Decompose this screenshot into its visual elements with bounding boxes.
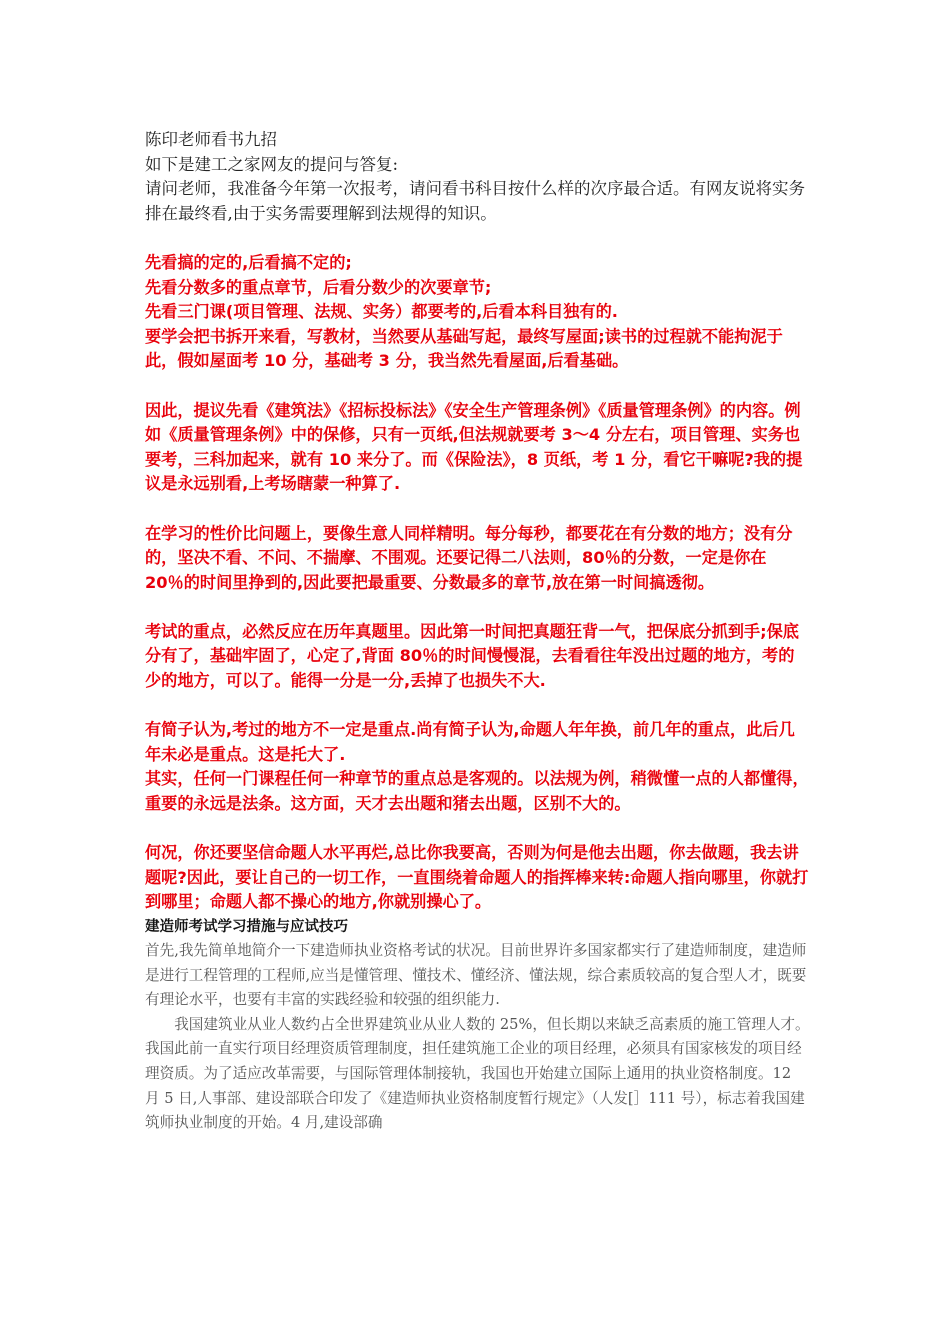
- answer-group-6: [145, 841, 810, 915]
- answer-line: 先看三门课(项目管理、法规、实务）都要考的,后看本科目独有的.: [145, 302, 618, 322]
- answer-paragraph: 何况，你还要坚信命题人水平再烂,总比你我要高，否则为何是他去出题，你去做题，我去讲题呢?因此，要让自己的一切工作，一直围绕着命题人的指挥棒来转:命题人指向哪里，你就打到哪里；命题人都不操心的地方,你就别操心了。: [145, 843, 809, 912]
- paragraph-gap: [145, 817, 810, 842]
- article-paragraph: 首先,我先简单地简介一下建造师执业资格考试的状况。目前世界许多国家都实行了建造师制度，建造师是进行工程管理的工程师,应当是懂管理、懂技术、懂经济、懂法规，综合素质较高的复合型人才，既要有理论水平，也要有丰富的实践经验和较强的组织能力.: [145, 942, 807, 1009]
- paragraph-gap: [145, 694, 810, 719]
- answer-group-2: [145, 399, 810, 497]
- intro-block: [145, 128, 810, 226]
- paragraph-gap: [145, 226, 810, 251]
- answer-paragraph: 在学习的性价比问题上，要像生意人同样精明。每分每秒，都要花在有分数的地方；没有分的，坚决不看、不问、不揣摩、不围观。还要记得二八法则，80％的分数，一定是你在 20％的时间里挣到的,因此要把最重要、分数最多的章节,放在第一时间搞透彻。: [145, 523, 793, 592]
- answer-line: 先看搞的定的,后看搞不定的;: [145, 252, 352, 272]
- article-block: [145, 939, 810, 1136]
- article-paragraph: 我国建筑业从业人数约占全世界建筑业从业人数的 25%，但长期以来缺乏高素质的施工管理人才。我国此前一直实行项目经理资质管理制度，担任建筑施工企业的项目经理，必须具有国家核发的项目经理资质。为了适应改革需要，与国际管理体制接轨，我国也开始建立国际上通用的执业资格制度。12 月 5 日,人事部、建设部联合印发了《建造师执业资格制度暂行规定》（人发[］111 号），标志着我国建筑师执业制度的开始。4 月,建设部确: [145, 1015, 810, 1132]
- intro-line: 如下是建工之家网友的提问与答复:: [145, 154, 399, 174]
- answer-paragraph: 其实，任何一门课程任何一种章节的重点总是客观的。以法规为例，稍微懂一点的人都懂得，重要的永远是法条。这方面，天才去出题和猪去出题，区别不大的。: [145, 769, 809, 814]
- answer-group-4: [145, 620, 810, 694]
- paragraph-gap: [145, 374, 810, 399]
- answer-group-3: [145, 522, 810, 596]
- answer-paragraph: 因此，提议先看《建筑法》《招标投标法》《安全生产管理条例》《质量管理条例》的内容。例如《质量管理条例》中的保修，只有一页纸,但法规就要考 3～4 分左右，项目管理、实务也要考，三科加起来，就有 10 来分了。而《保险法》，8 页纸，考 1 分，看它干嘛呢?我的提议是永远别看,上考场瞎蒙一种算了.: [145, 400, 803, 494]
- answer-paragraph: 考试的重点，必然反应在历年真题里。因此第一时间把真题狂背一气，把保底分抓到手;保底分有了，基础牢固了，心定了,背面 80％的时间慢慢混，去看看往年没出过题的地方，考的少的地方，可以了。能得一分是一分,丢掉了也损失不大.: [145, 621, 799, 691]
- document-title: 陈印老师看书九招: [145, 130, 277, 149]
- answer-paragraph: 有简子认为,考过的地方不一定是重点.尚有简子认为,命题人年年换，前几年的重点，此后几年未必是重点。这是托大了.: [145, 720, 795, 764]
- answer-group-5: [145, 718, 810, 816]
- answer-line: 要学会把书拆开来看，写教材，当然要从基础写起，最终写屋面;读书的过程就不能拘泥于此，假如屋面考 10 分，基础考 3 分，我当然先看屋面,后看基础。: [145, 326, 783, 371]
- paragraph-gap: [145, 497, 810, 522]
- question-paragraph: 请问老师，我准备今年第一次报考，请问看书科目按什么样的次序最合适。有网友说将实务排在最终看,由于实务需要理解到法规得的知识。: [145, 179, 805, 223]
- document-body: [145, 128, 810, 1136]
- paragraph-gap: [145, 595, 810, 620]
- answer-line: 先看分数多的重点章节，后看分数少的次要章节;: [145, 277, 492, 297]
- answer-group-1: [145, 251, 810, 374]
- section-heading: 建造师考试学习措施与应试技巧: [145, 919, 348, 935]
